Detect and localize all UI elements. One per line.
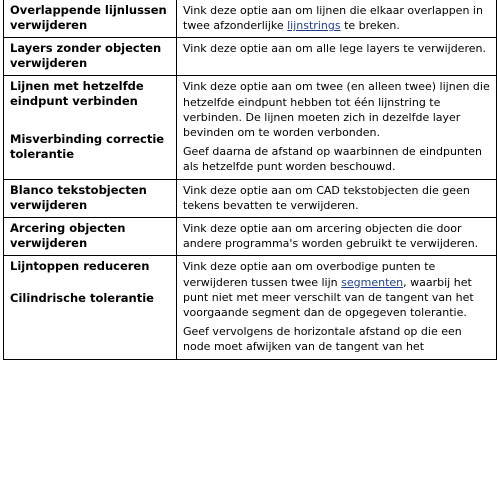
option-name-label: Lijnen met hetzelfde eindpunt verbinden — [10, 79, 144, 109]
table-row-reduce-vertices — [4, 256, 497, 359]
table-row-blank-text — [4, 179, 497, 217]
option-description-extra: Geef daarna de afstand op waarbinnen de eindpunten als hetzelfde punt worden beschouwd. — [183, 145, 482, 174]
option-description-connect-endpoints — [177, 76, 497, 179]
option-subname-label: Cilindrische tolerantie — [10, 291, 154, 306]
option-description-text — [183, 259, 491, 320]
option-name-overlapping-loops — [4, 0, 177, 38]
option-name-label: Lijntoppen reduceren — [10, 259, 150, 274]
option-description-overlapping-loops — [177, 0, 497, 38]
option-description-text: Vink deze optie aan om arcering objecten die door andere programma's worden gebruikt te verwijderen. — [183, 222, 479, 251]
table-row-overlapping-loops — [4, 0, 497, 38]
table-row-hatch-objects — [4, 218, 497, 256]
option-name-reduce-vertices — [4, 256, 177, 359]
description-text-part: Vink deze optie aan om overbodige punten te verwijderen tussen twee lijn — [183, 260, 436, 289]
option-description-empty-layers — [177, 38, 497, 76]
option-subname-label: Misverbinding correctie tolerantie — [10, 132, 165, 162]
option-name-label: Arcering objecten verwijderen — [10, 221, 126, 251]
option-description-text — [183, 3, 491, 33]
option-name-connect-endpoints — [4, 76, 177, 179]
option-name-hatch-objects — [4, 218, 177, 256]
option-name-label: Layers zonder objecten verwijderen — [10, 41, 162, 71]
option-description-text: Vink deze optie aan om twee (en alleen twee) lijnen die hetzelfde eindpunt hebben tot één lijnstring te verbinden. De lijnen moeten zich in dezelfde layer bevinden om te worden verbonden. — [183, 80, 490, 140]
option-name-empty-layers — [4, 38, 177, 76]
description-text-part: , waarbij het punt niet met meer verschilt van de tangent van het voorgaande segment dan de opgegeven tolerantie. — [183, 275, 474, 320]
option-name-label: Blanco tekstobjecten verwijderen — [10, 182, 147, 212]
option-description-reduce-vertices — [177, 256, 497, 359]
option-name-blank-text — [4, 179, 177, 217]
table-row-empty-layers — [4, 38, 497, 76]
option-description-hatch-objects — [177, 218, 497, 256]
segmenten-link[interactable]: segmenten — [341, 275, 404, 289]
option-description-text: Vink deze optie aan om CAD tekstobjecten die geen tekens bevatten te verwijderen. — [183, 183, 470, 212]
lijnstrings-link[interactable]: lijnstrings — [287, 19, 341, 33]
option-name-label: Overlappende lijnlussen verwijderen — [10, 3, 167, 32]
option-description-blank-text — [177, 179, 497, 217]
option-description-extra: Geef vervolgens de horizontale afstand op die een node moet afwijken van de tangent van het — [183, 325, 462, 354]
table-row-connect-endpoints — [4, 76, 497, 179]
option-description-text: Vink deze optie aan om alle lege layers te verwijderen. — [183, 42, 486, 56]
cleanup-options-table — [3, 0, 497, 360]
description-text-part: te breken. — [340, 19, 400, 33]
description-text-part: Vink deze optie aan om lijnen die elkaar overlappen in twee afzonderlijke — [183, 4, 483, 33]
